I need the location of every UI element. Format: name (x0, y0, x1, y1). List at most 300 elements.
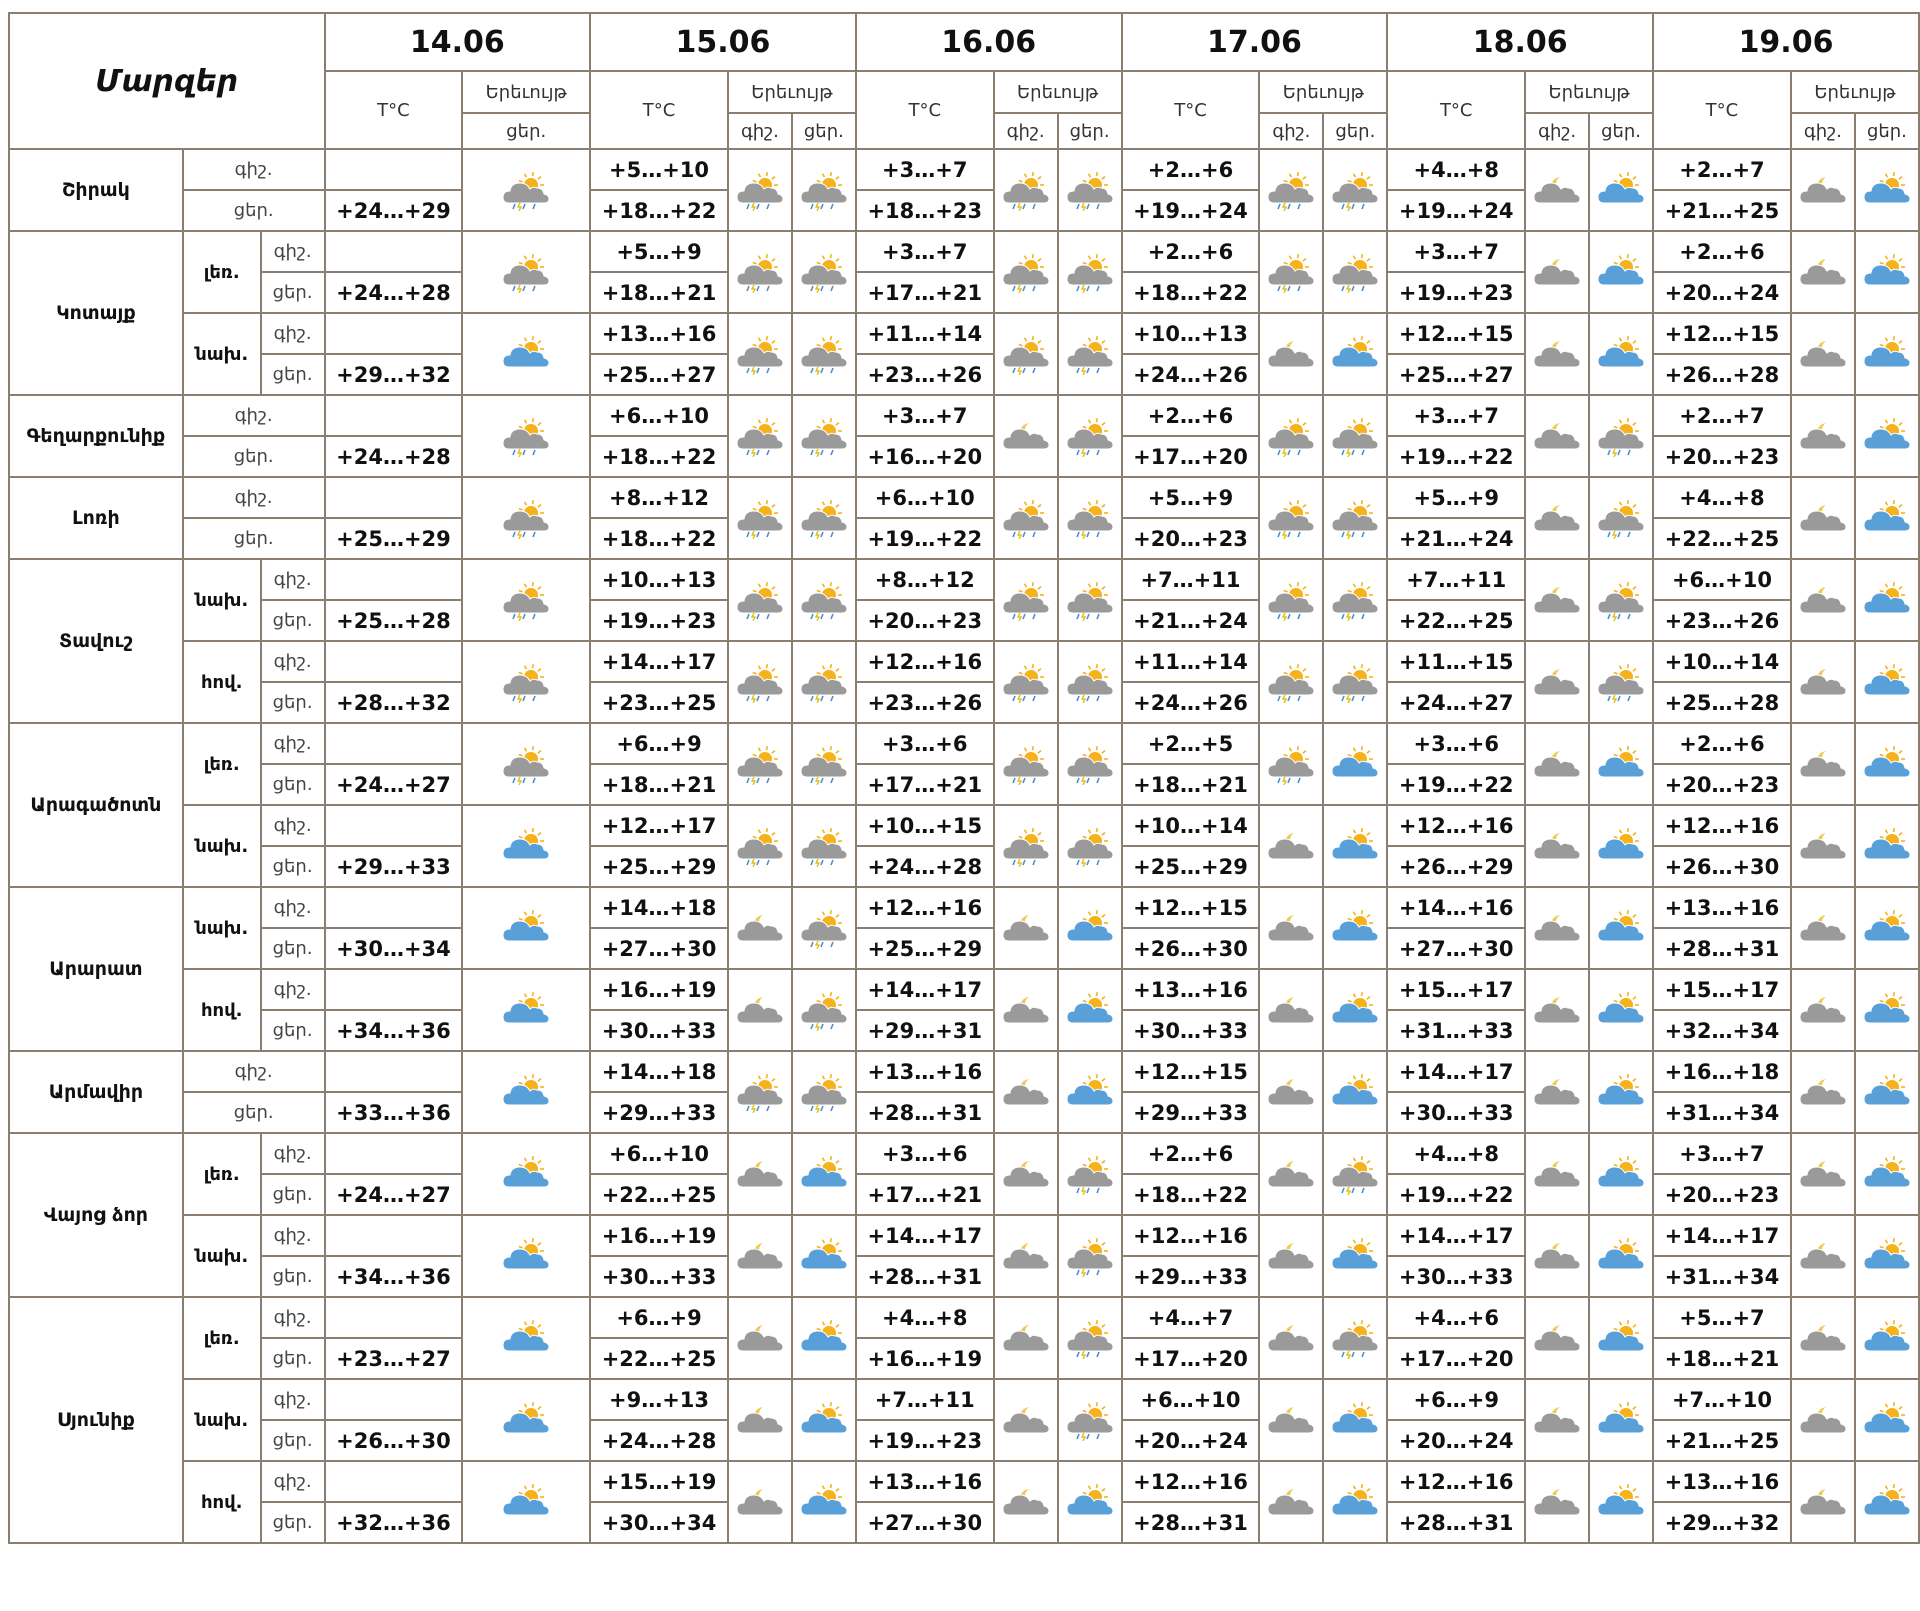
partly-cloudy-icon (1594, 169, 1648, 211)
day-label: ցեր. (261, 682, 325, 723)
cloudy-night-icon (1259, 969, 1323, 1051)
cloudy-night-icon (1525, 1379, 1589, 1461)
partly-cloudy-icon (1594, 989, 1648, 1031)
temp-day: +21…+25 (1653, 190, 1791, 231)
cloudy-night-icon (1264, 1481, 1318, 1523)
day-header: ցեր. (1589, 113, 1653, 149)
partly-cloudy-icon (1323, 805, 1387, 887)
temp-night: +7…+10 (1653, 1379, 1791, 1420)
temp-night: +3…+7 (856, 395, 994, 436)
storm-rain-icon (462, 231, 590, 313)
partly-cloudy-icon (1323, 723, 1387, 805)
cloudy-night-icon (728, 1379, 792, 1461)
temp-night: +6…+10 (590, 1133, 728, 1174)
table-row-night (9, 1215, 1919, 1256)
storm-rain-icon (728, 231, 792, 313)
table-row-night (9, 1051, 1919, 1092)
partly-cloudy-icon (1589, 1297, 1653, 1379)
weather-header: Երեւույթ (994, 71, 1122, 113)
temp-day: +23…+26 (856, 354, 994, 395)
day-header: ցեր. (1855, 113, 1919, 149)
temp-day: +31…+34 (1653, 1256, 1791, 1297)
zone-label: նախ. (183, 805, 261, 887)
partly-cloudy-icon (1323, 313, 1387, 395)
temp-night: +15…+17 (1653, 969, 1791, 1010)
cloudy-night-icon (1796, 661, 1850, 703)
temp-day: +16…+19 (856, 1338, 994, 1379)
partly-cloudy-icon (1323, 1379, 1387, 1461)
day-label: ցեր. (261, 1420, 325, 1461)
storm-rain-icon (1259, 559, 1323, 641)
temp-day: +28…+31 (856, 1092, 994, 1133)
temp-night: +10…+13 (1122, 313, 1260, 354)
partly-cloudy-icon (1855, 1297, 1919, 1379)
cloudy-night-icon (994, 1461, 1058, 1543)
cloudy-night-icon (1530, 1235, 1584, 1277)
temp-night: +2…+5 (1122, 723, 1260, 764)
storm-rain-icon (1063, 743, 1117, 785)
partly-cloudy-icon (1594, 1153, 1648, 1195)
partly-cloudy-icon (1589, 805, 1653, 887)
partly-cloudy-icon (1860, 1071, 1914, 1113)
storm-rain-icon (797, 169, 851, 211)
temp-day: +20…+24 (1387, 1420, 1525, 1461)
partly-cloudy-icon (1860, 1235, 1914, 1277)
temp-day: +18…+22 (590, 190, 728, 231)
temp-night: +14…+16 (1387, 887, 1525, 928)
partly-cloudy-icon (1855, 477, 1919, 559)
weather-header: Երեւույթ (1525, 71, 1653, 113)
temperature-header: T°C (1653, 71, 1791, 149)
night-label: գիշ. (261, 887, 325, 928)
temp-day: +19…+23 (856, 1420, 994, 1461)
temp-night: +12…+15 (1122, 1051, 1260, 1092)
storm-rain-icon (733, 169, 787, 211)
day-label: ցեր. (261, 1010, 325, 1051)
cloudy-night-icon (1530, 989, 1584, 1031)
storm-rain-icon (797, 825, 851, 867)
partly-cloudy-icon (1855, 969, 1919, 1051)
temp-day: +31…+34 (1653, 1092, 1791, 1133)
date-header: 17.06 (1122, 13, 1388, 71)
day-label: ցեր. (183, 1092, 325, 1133)
temp-night: +5…+10 (590, 149, 728, 190)
partly-cloudy-icon (1855, 395, 1919, 477)
cloudy-night-icon (1264, 989, 1318, 1031)
storm-rain-icon (1058, 723, 1122, 805)
temp-day: +18…+21 (1122, 764, 1260, 805)
cloudy-night-icon (1796, 1317, 1850, 1359)
region-name: Գեղարքունիք (9, 395, 183, 477)
storm-rain-icon (797, 333, 851, 375)
storm-rain-icon (797, 661, 851, 703)
partly-cloudy-icon (1860, 579, 1914, 621)
cloudy-night-icon (994, 1133, 1058, 1215)
day-label: ցեր. (261, 272, 325, 313)
temp-night: +13…+16 (856, 1461, 994, 1502)
zone-label: նախ. (183, 887, 261, 969)
temp-day: +23…+25 (590, 682, 728, 723)
partly-cloudy-icon (1058, 1461, 1122, 1543)
cloudy-night-icon (999, 1071, 1053, 1113)
storm-rain-icon (797, 743, 851, 785)
temp-day: +25…+27 (590, 354, 728, 395)
temp-night: +2…+6 (1653, 231, 1791, 272)
table-row-night (9, 887, 1919, 928)
cloudy-night-icon (1525, 1051, 1589, 1133)
cloudy-night-icon (994, 1051, 1058, 1133)
partly-cloudy-icon (462, 1379, 590, 1461)
temp-day: +24…+28 (325, 436, 463, 477)
cloudy-night-icon (1264, 907, 1318, 949)
temp-night: +9…+13 (590, 1379, 728, 1420)
storm-rain-icon (733, 743, 787, 785)
temp-day: +33…+36 (325, 1092, 463, 1133)
temp-night: +12…+15 (1653, 313, 1791, 354)
day-label: ցեր. (261, 354, 325, 395)
weather-header: Երեւույթ (1791, 71, 1919, 113)
cloudy-night-icon (1530, 1399, 1584, 1441)
temp-night: +3…+7 (1653, 1133, 1791, 1174)
temp-day: +31…+33 (1387, 1010, 1525, 1051)
storm-rain-icon (462, 559, 590, 641)
partly-cloudy-icon (462, 1297, 590, 1379)
cloudy-night-icon (1259, 1051, 1323, 1133)
zone-label: հով. (183, 969, 261, 1051)
partly-cloudy-icon (1058, 969, 1122, 1051)
temp-day: +29…+33 (1122, 1092, 1260, 1133)
weather-header: Երեւույթ (728, 71, 856, 113)
partly-cloudy-icon (1323, 969, 1387, 1051)
zone-label: նախ. (183, 1215, 261, 1297)
temp-night: +12…+16 (856, 641, 994, 682)
storm-rain-icon (1058, 641, 1122, 723)
storm-rain-icon (462, 395, 590, 477)
region-name: Լոռի (9, 477, 183, 559)
temp-day: +25…+28 (325, 600, 463, 641)
temp-day: +22…+25 (1653, 518, 1791, 559)
temp-night: +7…+11 (1122, 559, 1260, 600)
storm-rain-icon (994, 805, 1058, 887)
cloudy-night-icon (1530, 661, 1584, 703)
storm-rain-icon (792, 149, 856, 231)
storm-rain-icon (994, 477, 1058, 559)
temp-night (325, 969, 463, 1010)
partly-cloudy-icon (499, 825, 553, 867)
partly-cloudy-icon (1855, 313, 1919, 395)
storm-rain-icon (499, 743, 553, 785)
storm-rain-icon (462, 149, 590, 231)
temp-day: +21…+25 (1653, 1420, 1791, 1461)
storm-rain-icon (1063, 1317, 1117, 1359)
table-row-night (9, 1133, 1919, 1174)
cloudy-night-icon (1791, 805, 1855, 887)
night-label: գիշ. (261, 1133, 325, 1174)
temp-day: +19…+24 (1122, 190, 1260, 231)
partly-cloudy-icon (797, 1317, 851, 1359)
table-row-night (9, 559, 1919, 600)
partly-cloudy-icon (499, 907, 553, 949)
temp-day: +30…+33 (590, 1010, 728, 1051)
partly-cloudy-icon (1328, 907, 1382, 949)
temp-day: +20…+24 (1122, 1420, 1260, 1461)
temp-day: +27…+30 (590, 928, 728, 969)
partly-cloudy-icon (1589, 149, 1653, 231)
cloudy-night-icon (994, 1379, 1058, 1461)
partly-cloudy-icon (1328, 1235, 1382, 1277)
cloudy-night-icon (1530, 579, 1584, 621)
storm-rain-icon (728, 395, 792, 477)
partly-cloudy-icon (1589, 1379, 1653, 1461)
temp-day: +29…+33 (1122, 1256, 1260, 1297)
night-label: գիշ. (183, 395, 325, 436)
cloudy-night-icon (728, 1297, 792, 1379)
day-header: ցեր. (462, 113, 590, 149)
cloudy-night-icon (1264, 1153, 1318, 1195)
cloudy-night-icon (1796, 251, 1850, 293)
temp-night (325, 1133, 463, 1174)
partly-cloudy-icon (1328, 989, 1382, 1031)
temp-day: +25…+29 (1122, 846, 1260, 887)
temp-night: +6…+9 (1387, 1379, 1525, 1420)
cloudy-night-icon (1796, 579, 1850, 621)
partly-cloudy-icon (462, 1051, 590, 1133)
cloudy-night-icon (1259, 1133, 1323, 1215)
temperature-header: T°C (1122, 71, 1260, 149)
partly-cloudy-icon (1589, 1133, 1653, 1215)
temp-day: +20…+23 (1122, 518, 1260, 559)
storm-rain-icon (1058, 1215, 1122, 1297)
cloudy-night-icon (1791, 559, 1855, 641)
storm-rain-icon (1058, 1133, 1122, 1215)
temp-night (325, 1461, 463, 1502)
temp-night: +11…+14 (1122, 641, 1260, 682)
temp-night: +3…+7 (1387, 231, 1525, 272)
temp-day: +34…+36 (325, 1256, 463, 1297)
partly-cloudy-icon (1328, 1071, 1382, 1113)
temp-day: +24…+28 (590, 1420, 728, 1461)
temp-night: +10…+13 (590, 559, 728, 600)
partly-cloudy-icon (499, 1317, 553, 1359)
temp-night: +16…+18 (1653, 1051, 1791, 1092)
cloudy-night-icon (994, 395, 1058, 477)
temp-night: +3…+7 (856, 231, 994, 272)
cloudy-night-icon (1530, 825, 1584, 867)
partly-cloudy-icon (1860, 1399, 1914, 1441)
day-label: ցեր. (183, 518, 325, 559)
temp-day: +20…+23 (1653, 1174, 1791, 1215)
temp-night: +13…+16 (856, 1051, 994, 1092)
night-label: գիշ. (261, 1461, 325, 1502)
temp-night: +10…+14 (1122, 805, 1260, 846)
storm-rain-icon (994, 723, 1058, 805)
cloudy-night-icon (1525, 559, 1589, 641)
storm-rain-icon (1264, 169, 1318, 211)
temp-night (325, 1379, 463, 1420)
storm-rain-icon (792, 641, 856, 723)
table-row-night (9, 1297, 1919, 1338)
storm-rain-icon (999, 743, 1053, 785)
cloudy-night-icon (728, 887, 792, 969)
temp-night: +4…+7 (1122, 1297, 1260, 1338)
temp-night: +4…+8 (1387, 1133, 1525, 1174)
storm-rain-icon (1328, 1317, 1382, 1359)
cloudy-night-icon (1796, 743, 1850, 785)
storm-rain-icon (792, 969, 856, 1051)
temp-day: +29…+33 (590, 1092, 728, 1133)
partly-cloudy-icon (1323, 1461, 1387, 1543)
storm-rain-icon (733, 415, 787, 457)
temp-night: +11…+15 (1387, 641, 1525, 682)
partly-cloudy-icon (1589, 1461, 1653, 1543)
cloudy-night-icon (1530, 497, 1584, 539)
storm-rain-icon (462, 477, 590, 559)
partly-cloudy-icon (499, 333, 553, 375)
temp-day: +18…+22 (590, 518, 728, 559)
cloudy-night-icon (1530, 907, 1584, 949)
storm-rain-icon (1323, 1133, 1387, 1215)
storm-rain-icon (1264, 497, 1318, 539)
temp-day: +30…+33 (1387, 1256, 1525, 1297)
storm-rain-icon (1264, 415, 1318, 457)
cloudy-night-icon (1796, 1481, 1850, 1523)
partly-cloudy-icon (499, 1153, 553, 1195)
storm-rain-icon (1589, 477, 1653, 559)
temp-day: +24…+28 (856, 846, 994, 887)
storm-rain-icon (792, 313, 856, 395)
day-header: ցեր. (1058, 113, 1122, 149)
temp-day: +25…+29 (325, 518, 463, 559)
cloudy-night-icon (1264, 1399, 1318, 1441)
cloudy-night-icon (1791, 1379, 1855, 1461)
partly-cloudy-icon (797, 1235, 851, 1277)
temp-night: +2…+6 (1122, 395, 1260, 436)
table-row-night (9, 149, 1919, 190)
partly-cloudy-icon (1594, 251, 1648, 293)
temp-night: +3…+6 (856, 1133, 994, 1174)
cloudy-night-icon (1791, 231, 1855, 313)
temp-day: +22…+25 (590, 1338, 728, 1379)
night-label: գիշ. (261, 969, 325, 1010)
partly-cloudy-icon (1594, 1399, 1648, 1441)
temp-night (325, 559, 463, 600)
storm-rain-icon (999, 333, 1053, 375)
temp-night: +2…+6 (1122, 149, 1260, 190)
cloudy-night-icon (1791, 313, 1855, 395)
temp-night: +16…+19 (590, 1215, 728, 1256)
partly-cloudy-icon (1058, 1051, 1122, 1133)
cloudy-night-icon (1259, 887, 1323, 969)
storm-rain-icon (733, 1071, 787, 1113)
day-label: ցեր. (261, 1502, 325, 1543)
date-header: 15.06 (590, 13, 856, 71)
storm-rain-icon (1328, 415, 1382, 457)
partly-cloudy-icon (499, 1481, 553, 1523)
storm-rain-icon (994, 641, 1058, 723)
header-row-dates (9, 13, 1919, 71)
cloudy-night-icon (1530, 1071, 1584, 1113)
night-label: գիշ. (261, 641, 325, 682)
storm-rain-icon (1058, 395, 1122, 477)
storm-rain-icon (1058, 1379, 1122, 1461)
storm-rain-icon (994, 313, 1058, 395)
partly-cloudy-icon (462, 805, 590, 887)
partly-cloudy-icon (1855, 559, 1919, 641)
temp-night (325, 805, 463, 846)
cloudy-night-icon (999, 1481, 1053, 1523)
partly-cloudy-icon (1855, 1379, 1919, 1461)
partly-cloudy-icon (1063, 989, 1117, 1031)
cloudy-night-icon (1796, 415, 1850, 457)
temp-night: +14…+17 (1653, 1215, 1791, 1256)
storm-rain-icon (1259, 477, 1323, 559)
table-row-night (9, 395, 1919, 436)
storm-rain-icon (1323, 1297, 1387, 1379)
temp-night: +3…+7 (1387, 395, 1525, 436)
temp-night: +7…+11 (1387, 559, 1525, 600)
temp-day: +28…+32 (325, 682, 463, 723)
cloudy-night-icon (1525, 395, 1589, 477)
partly-cloudy-icon (792, 1215, 856, 1297)
partly-cloudy-icon (1594, 1071, 1648, 1113)
cloudy-night-icon (1796, 1399, 1850, 1441)
partly-cloudy-icon (1594, 743, 1648, 785)
cloudy-night-icon (1530, 169, 1584, 211)
night-label: գիշ. (261, 1215, 325, 1256)
temp-day: +17…+21 (856, 272, 994, 313)
partly-cloudy-icon (1860, 251, 1914, 293)
cloudy-night-icon (1259, 313, 1323, 395)
temp-night: +15…+17 (1387, 969, 1525, 1010)
cloudy-night-icon (1796, 1153, 1850, 1195)
temp-day: +26…+30 (325, 1420, 463, 1461)
date-header: 16.06 (856, 13, 1122, 71)
storm-rain-icon (999, 251, 1053, 293)
cloudy-night-icon (999, 1399, 1053, 1441)
table-row-night (9, 313, 1919, 354)
cloudy-night-icon (1791, 1133, 1855, 1215)
cloudy-night-icon (1796, 497, 1850, 539)
day-header: ցեր. (1323, 113, 1387, 149)
table-row-night (9, 477, 1919, 518)
cloudy-night-icon (999, 1317, 1053, 1359)
weather-header: Երեւույթ (1259, 71, 1387, 113)
partly-cloudy-icon (499, 989, 553, 1031)
cloudy-night-icon (1264, 1235, 1318, 1277)
partly-cloudy-icon (1323, 1051, 1387, 1133)
cloudy-night-icon (1791, 1215, 1855, 1297)
temp-night: +4…+8 (856, 1297, 994, 1338)
cloudy-night-icon (1791, 1051, 1855, 1133)
cloudy-night-icon (999, 907, 1053, 949)
storm-rain-icon (994, 231, 1058, 313)
partly-cloudy-icon (1328, 1481, 1382, 1523)
night-label: գիշ. (183, 149, 325, 190)
region-name: Վայոց ձոր (9, 1133, 183, 1297)
temp-day: +19…+22 (1387, 764, 1525, 805)
partly-cloudy-icon (499, 1235, 553, 1277)
temp-day: +19…+22 (1387, 436, 1525, 477)
partly-cloudy-icon (792, 1133, 856, 1215)
partly-cloudy-icon (1855, 887, 1919, 969)
storm-rain-icon (792, 559, 856, 641)
storm-rain-icon (1058, 805, 1122, 887)
temp-night: +13…+16 (1653, 887, 1791, 928)
cloudy-night-icon (733, 1235, 787, 1277)
cloudy-night-icon (1530, 743, 1584, 785)
temp-night: +6…+10 (590, 395, 728, 436)
cloudy-night-icon (733, 1481, 787, 1523)
